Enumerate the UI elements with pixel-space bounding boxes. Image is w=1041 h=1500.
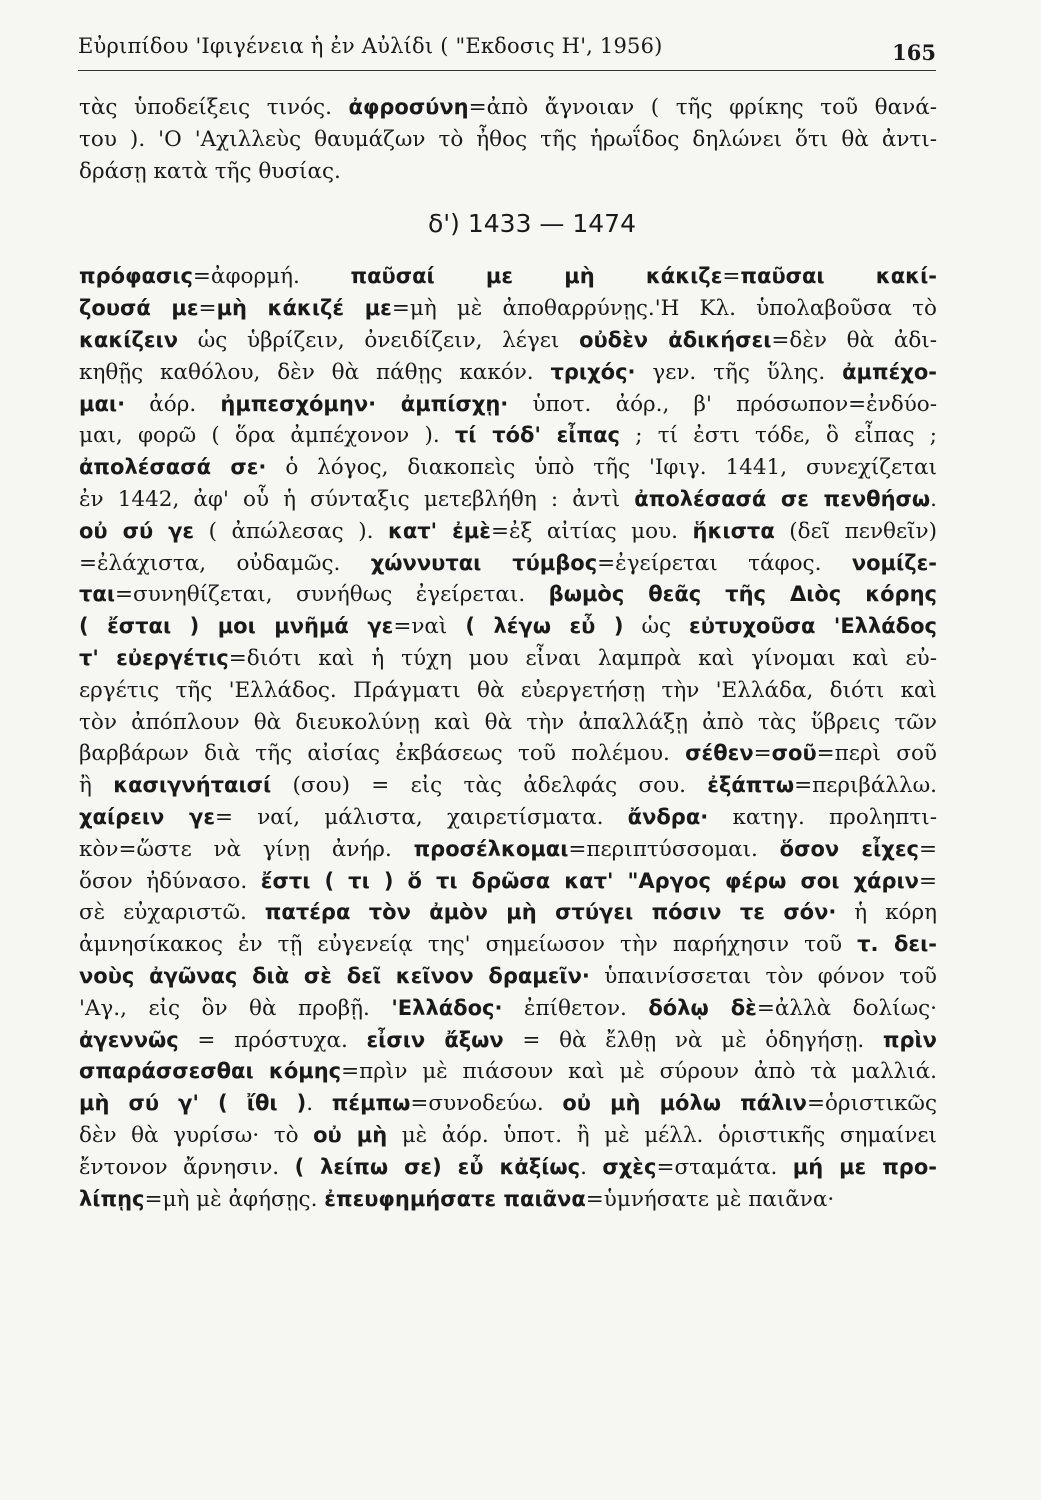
text-line: =ἐλάχιστα, οὐδαμῶς. χώννυται τύμβος=ἐγείρεται τάφος. νομίζε- [79, 550, 937, 576]
text-line: ἔντονον ἄρνησιν. ( λείπω σε) εὖ κἀξίως. σχὲς=σταμάτα. μή με προ- [79, 1154, 937, 1180]
text-line: ἀπολέσασά σε· ὁ λόγος, διακοπεὶς ὑπὸ τῆς 'Ιφιγ. 1441, συνεχίζεται [79, 455, 937, 481]
text-line: δὲν θὰ γυρίσω· τὸ οὐ μὴ μὲ ἀόρ. ὑποτ. ἢ μὲ μέλλ. ὁριστικῆς σημαίνει [79, 1122, 937, 1148]
text-line: 'Αγ., εἰς ὃν θὰ προβῇ. 'Ελλάδος· ἐπίθετον. δόλῳ δὲ=ἀλλὰ δολίως· [79, 995, 937, 1021]
text-line: ἀμνησίκακος ἐν τῇ εὐγενείᾳ της' σημείωσον τὴν παρήχησιν τοῦ τ. δει- [79, 932, 937, 958]
text-line: κηθῇς καθόλου, δὲν θὰ πάθῃς κακόν. τριχός· γεν. τῆς ὕλης. ἀμπέχο- [79, 359, 937, 385]
text-line: ὅσον ἠδύνασο. ἔστι ( τι ) ὅ τι δρῶσα κατ' "Αργος φέρω σοι χάριν= [79, 868, 937, 894]
text-line: τὸν ἀπόπλουν θὰ διευκολύνῃ καὶ θὰ τὴν ἀπαλλάξῃ ἀπὸ τὰς ὕβρεις τῶν [79, 709, 937, 735]
text-line: πρόφασις=ἀφορμή. παῦσαί με μὴ κάκιζε=παῦσαι κακί- [79, 264, 937, 290]
text-line: ( ἔσται ) μοι μνῆμά γε=ναὶ ( λέγω εὖ ) ὡς εὐτυχοῦσα 'Ελλάδος [79, 614, 937, 640]
text-line: ζουσά με=μὴ κάκιζέ με=μὴ μὲ ἀποθαρρύνῃς.'Η Κλ. ὑπολαβοῦσα τὸ [79, 296, 937, 322]
text-line: σπαράσσεσθαι κόμης=πρὶν μὲ πιάσουν καὶ μὲ σύρουν ἀπὸ τὰ μαλλιά. [79, 1059, 937, 1085]
header-rule [78, 70, 936, 71]
text-line: ἀγεννῶς = πρόστυχα. εἶσιν ἄξων = θὰ ἔλθῃ νὰ μὲ ὁδηγήσῃ. πρὶν [79, 1027, 937, 1053]
commentary-paragraph [79, 261, 937, 1215]
text-line: τὰς ὑποδείξεις τινός. ἀφροσύνη=ἀπὸ ἄγνοιαν ( τῆς φρίκης τοῦ θανά- [79, 95, 937, 120]
intro-paragraph [79, 92, 937, 187]
page-header [78, 30, 936, 70]
text-line: κακίζειν ὡς ὑβρίζειν, ὀνειδίζειν, λέγει οὐδὲν ἀδικήσει=δὲν θὰ ἀδι- [79, 327, 937, 353]
text-line: οὐ σύ γε ( ἀπώλεσας ). κατ' ἐμὲ=ἐξ αἰτίας μου. ἥκιστα (δεῖ πενθεῖν) [79, 518, 937, 544]
text-line: ἢ κασιγνήταισί (σου) = εἰς τὰς ἀδελφάς σου. ἐξάπτω=περιβάλλω. [79, 773, 937, 799]
text-line: ται=συνηθίζεται, συνήθως ἐγείρεται. βωμὸς θεᾶς τῆς Διὸς κόρης [79, 582, 937, 608]
page-body [79, 92, 937, 1215]
text-line: κὸν=ὥστε νὰ γίνῃ ἀνήρ. προσέλκομαι=περιπτύσσομαι. ὅσον εἶχες= [79, 836, 937, 862]
text-line: μαι, φορῶ ( ὅρα ἀμπέχονον ). τί τόδ' εἶπας ; τί ἐστι τόδε, ὃ εἶπας ; [79, 423, 937, 449]
page-number: 165 [892, 40, 936, 65]
running-head: Εὐριπίδου 'Ιφιγένεια ἡ ἐν Αὐλίδι ( "Εκδοσις Η', 1956) [78, 34, 663, 58]
text-line: μαι· ἀόρ. ἠμπεσχόμην· ἀμπίσχῃ· ὑποτ. ἀόρ., β' πρόσωπον=ἐνδύο- [79, 391, 937, 417]
text-line: λίπῃς=μὴ μὲ ἀφήσῃς. ἐπευφημήσατε παιᾶνα=ὑμνήσατε μὲ παιᾶνα· [79, 1186, 835, 1212]
text-line: εργέτις τῆς 'Ελλάδος. Πράγματι θὰ εὐεργετήσῃ τὴν 'Ελλάδα, διότι καὶ [79, 677, 937, 703]
text-line: μὴ σύ γ' ( ἴθι ). πέμπω=συνοδεύω. οὐ μὴ μόλω πάλιν=ὁριστικῶς [79, 1091, 937, 1117]
text-line: τ' εὐεργέτις=διότι καὶ ἡ τύχη μου εἶναι λαμπρὰ καὶ γίνομαι καὶ εὐ- [79, 645, 937, 671]
text-line: βαρβάρων διὰ τῆς αἰσίας ἐκβάσεως τοῦ πολέμου. σέθεν=σοῦ=περὶ σοῦ [79, 741, 937, 767]
section-heading: δ') 1433 — 1474 [427, 209, 636, 239]
text-line: νοὺς ἀγῶνας διὰ σὲ δεῖ κεῖνον δραμεῖν· ὑπαινίσσεται τὸν φόνον τοῦ [79, 963, 937, 989]
text-line: σὲ εὐχαριστῶ. πατέρα τὸν ἀμὸν μὴ στύγει πόσιν τε σόν· ἡ κόρη [79, 900, 937, 926]
text-line: ἐν 1442, ἀφ' οὗ ἡ σύνταξις μετεβλήθη : ἀντὶ ἀπολέσασά σε πενθήσω. [79, 486, 937, 512]
text-line: δράσῃ κατὰ τῆς θυσίας. [79, 158, 341, 184]
text-line: χαίρειν γε= ναί, μάλιστα, χαιρετίσματα. ἄνδρα· κατηγ. προληπτι- [79, 804, 937, 830]
text-line: του ). 'Ο 'Αχιλλεὺς θαυμάζων τὸ ἦθος τῆς ἡρωΐδος δηλώνει ὅτι θὰ ἀντι- [79, 126, 937, 152]
